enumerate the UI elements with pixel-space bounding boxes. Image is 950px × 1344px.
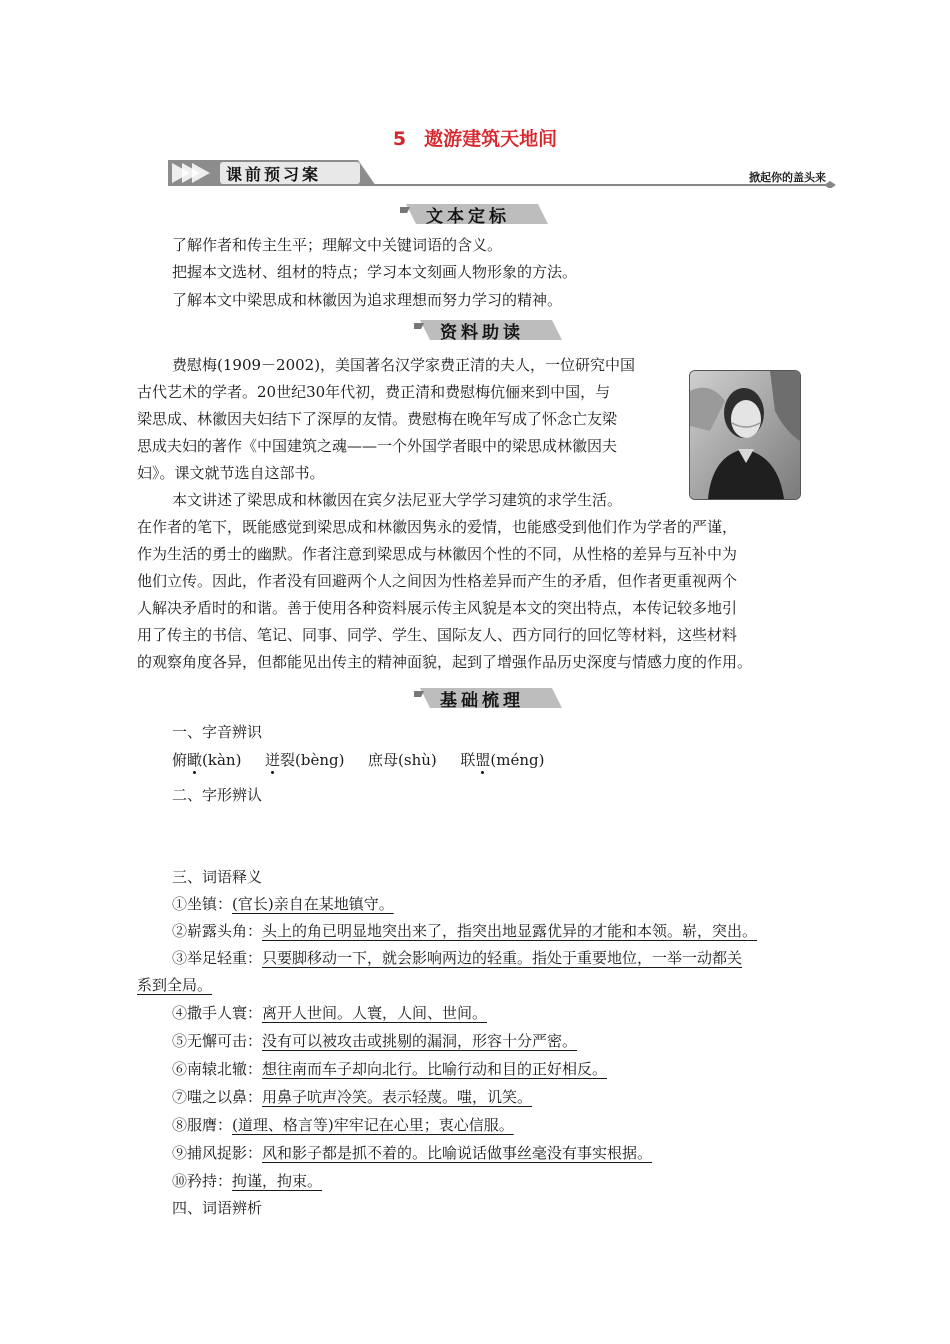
- subsection-heading: 四、词语辨析: [172, 1199, 263, 1217]
- section-banner: [168, 158, 840, 188]
- material-line: 费慰梅(1909－2002)，美国著名汉学家费正清的夫人，一位研究中国: [172, 356, 636, 374]
- page-title: [0, 124, 950, 151]
- material-line: 本文讲述了梁思成和林徽因在宾夕法尼亚大学学习建筑的求学生活。: [172, 491, 623, 509]
- material-line: 妇》。课文就节选自这部书。: [137, 464, 325, 482]
- term-item-continued: 系到全局。: [137, 976, 213, 994]
- section-heading-label: 文本定标: [426, 207, 510, 227]
- lesson-title: 遨游建筑天地间: [424, 128, 558, 150]
- pinyin-item: 俯瞰(kàn): [172, 751, 242, 769]
- material-line: 古代艺术的学者。20世纪30年代初，费正清和费慰梅伉俪来到中国，与: [137, 383, 611, 401]
- author-photo: [689, 370, 801, 500]
- section-heading-label: 基础梳理: [440, 691, 524, 711]
- term-item: ①坐镇：(官长)亲自在某地镇守。: [172, 895, 394, 913]
- material-line: 人解决矛盾时的和谐。善于使用各种资料展示传主风貌是本文的突出特点，本传记较多地引: [137, 599, 738, 617]
- goal-line: 把握本文选材、组材的特点；学习本文刻画人物形象的方法。: [172, 263, 578, 281]
- material-line: 的观察角度各异，但都能见出传主的精神面貌，起到了增强作品历史深度与情感力度的作用。: [137, 653, 753, 671]
- goal-line: 了解本文中梁思成和林徽因为追求理想而努力学习的精神。: [172, 291, 563, 309]
- material-line: 在作者的笔下，既能感觉到梁思成和林徽因隽永的爱情，也能感受到他们作为学者的严谨，: [137, 518, 738, 536]
- term-item: ⑥南辕北辙：想往南而车子却向北行。比喻行动和目的正好相反。: [172, 1060, 608, 1078]
- term-item: ⑤无懈可击：没有可以被攻击或挑剔的漏洞，形容十分严密。: [172, 1032, 578, 1050]
- material-line: 用了传主的书信、笔记、同事、同学、学生、国际友人、西方同行的回忆等材料，这些材料: [137, 626, 738, 644]
- term-item: ③举足轻重：只要脚移动一下，就会影响两边的轻重。指处于重要地位，一举一动都关: [172, 949, 743, 967]
- material-line: 梁思成、林徽因夫妇结下了深厚的友情。费慰梅在晚年写成了怀念亡友梁: [137, 410, 618, 428]
- subsection-heading: 二、字形辨认: [172, 786, 263, 804]
- pinyin-item: 庶母(shù): [368, 751, 437, 769]
- subsection-heading: 三、词语释义: [172, 868, 263, 886]
- pinyin-item: 联盟(méng): [460, 751, 545, 769]
- banner-label: 课前预习案: [226, 165, 322, 184]
- banner-subtitle: 掀起你的盖头来: [749, 171, 826, 184]
- term-item: ④撒手人寰：离开人世间。人寰，人间、世间。: [172, 1004, 488, 1022]
- material-line: 思成夫妇的著作《中国建筑之魂——一个外国学者眼中的梁思成林徽因夫: [137, 437, 618, 455]
- section-heading-basics: [412, 685, 564, 711]
- term-item: ⑩矜持：拘谨，拘束。: [172, 1172, 323, 1190]
- pinyin-item: 迸裂(bèng): [265, 751, 345, 769]
- section-heading-materials: [412, 317, 564, 343]
- term-item: ⑨捕风捉影：风和影子都是抓不着的。比喻说话做事丝毫没有事实根据。: [172, 1144, 653, 1162]
- section-heading-label: 资料助读: [440, 323, 524, 343]
- lesson-number: 5: [392, 128, 407, 150]
- pinyin-row: [172, 750, 544, 770]
- term-item: ②崭露头角：头上的角已明显地突出来了，指突出地显露优异的才能和本领。崭，突出。: [172, 922, 758, 940]
- material-line: 作为生活的勇士的幽默。作者注意到梁思成与林徽因个性的不同，从性格的差异与互补中为: [137, 545, 738, 563]
- term-item: ⑦嗤之以鼻：用鼻子吭声冷笑。表示轻蔑。嗤，讥笑。: [172, 1088, 533, 1106]
- term-item: ⑧服膺：(道理、格言等)牢牢记在心里；衷心信服。: [172, 1116, 514, 1134]
- section-heading-goals: [398, 201, 550, 227]
- material-line: 他们立传。因此，作者没有回避两个人之间因为性格差异而产生的矛盾，但作者更重视两个: [137, 572, 738, 590]
- subsection-heading: 一、字音辨识: [172, 723, 263, 741]
- goal-line: 了解作者和传主生平；理解文中关键词语的含义。: [172, 236, 503, 254]
